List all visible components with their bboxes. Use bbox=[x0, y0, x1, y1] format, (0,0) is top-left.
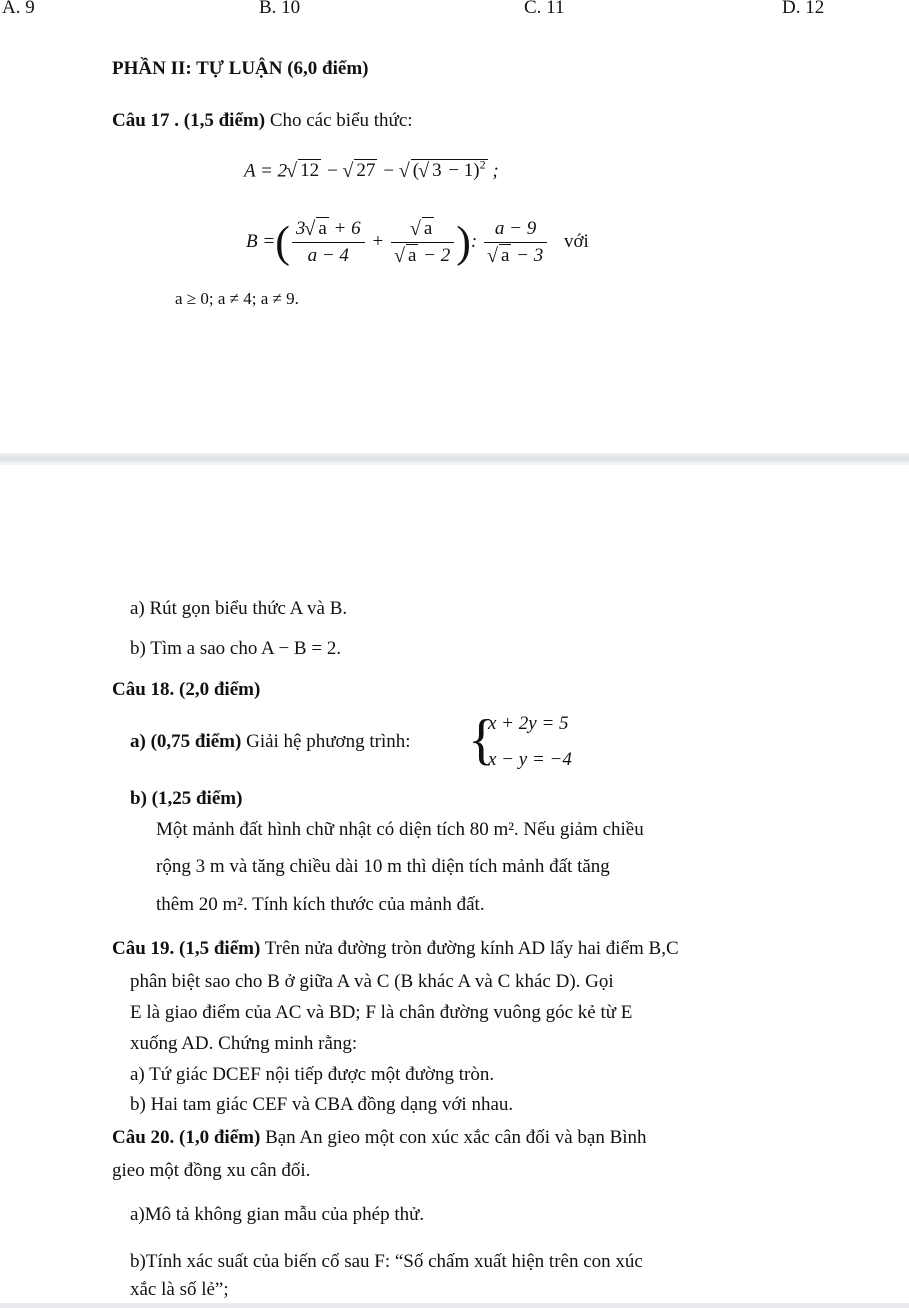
q19-line4: xuống AD. Chứng minh rằng: bbox=[130, 1033, 358, 1054]
q18-b-line1: Một mảnh đất hình chữ nhật có diện tích 80 m². Nếu giảm chiều bbox=[156, 819, 644, 840]
option-b: B. 10 bbox=[259, 0, 301, 18]
option-a: A. 9 bbox=[2, 0, 35, 18]
q17-part-b: b) Tìm a sao cho A − B = 2. bbox=[130, 638, 342, 659]
q19-line2: phân biệt sao cho B ở giữa A và C (B khác A và C khác D). Gọi bbox=[130, 971, 614, 992]
q20-line2: gieo một đồng xu cân đối. bbox=[112, 1160, 311, 1181]
q18-label: Câu 18. (2,0 điểm) bbox=[112, 679, 261, 700]
system-eq2: x − y = −4 bbox=[488, 749, 572, 770]
q18-b-line3: thêm 20 m². Tính kích thước của mảnh đất. bbox=[156, 894, 485, 915]
option-c: C. 11 bbox=[524, 0, 565, 18]
q19-line3: E là giao điểm của AC và BD; F là chân đường vuông góc kẻ từ E bbox=[130, 1002, 633, 1023]
q20-part-a: a)Mô tả không gian mẫu của phép thử. bbox=[130, 1204, 425, 1225]
q20-part-b2: xắc là số lẻ”; bbox=[130, 1279, 229, 1300]
q17-heading bbox=[112, 109, 413, 133]
q19-label: Câu 19. (1,5 điểm) bbox=[112, 938, 261, 959]
q17-label: Câu 17 . (1,5 điểm) bbox=[112, 110, 266, 131]
q18-part-a bbox=[130, 730, 411, 754]
q20-heading bbox=[112, 1126, 647, 1150]
q19-part-b: b) Hai tam giác CEF và CBA đồng dạng với nhau. bbox=[130, 1094, 514, 1115]
q19-part-a: a) Tứ giác DCEF nội tiếp được một đường tròn. bbox=[130, 1064, 495, 1085]
q18-b-line2: rộng 3 m và tăng chiều dài 10 m thì diện tích mảnh đất tăng bbox=[156, 856, 610, 877]
formula-b: B =( $\frac{3√ a + 6}{a - 4}$ + √ a √ a − 2 ): a − 9 √ a − 3 với bbox=[246, 218, 589, 267]
q19-heading bbox=[112, 937, 679, 961]
q18-b-label: b) (1,25 điểm) bbox=[130, 788, 243, 809]
q18-a-text: Giải hệ phương trình: bbox=[246, 731, 411, 752]
q20-line1: Bạn An gieo một con xúc xắc cân đối và bạn Bình bbox=[265, 1127, 647, 1148]
q19-line1: Trên nửa đường tròn đường kính AD lấy hai điểm B,C bbox=[264, 938, 679, 959]
q17-condition: a ≥ 0; a ≠ 4; a ≠ 9. bbox=[175, 289, 299, 308]
q20-label: Câu 20. (1,0 điểm) bbox=[112, 1127, 261, 1148]
formula-a: A = 2√ 12 − √ 27 − √ (√ 3 − 1)$^2$ ; bbox=[244, 158, 499, 182]
part2-title: PHẦN II: TỰ LUẬN (6,0 điểm) bbox=[112, 58, 369, 79]
q18-a-label: a) (0,75 điểm) bbox=[130, 731, 242, 752]
q17-part-a: a) Rút gọn biểu thức A và B. bbox=[130, 598, 348, 619]
q17-voi: với bbox=[563, 230, 589, 252]
q20-part-b1: b)Tính xác suất của biến cố sau F: “Số chấm xuất hiện trên con xúc bbox=[130, 1251, 643, 1272]
q17-intro: Cho các biểu thức: bbox=[269, 110, 413, 131]
option-d: D. 12 bbox=[782, 0, 825, 18]
page-separator bbox=[0, 453, 909, 465]
bottom-edge bbox=[0, 1303, 909, 1308]
system-brace: { bbox=[468, 709, 495, 771]
system-eq1: x + 2y = 5 bbox=[488, 713, 569, 734]
